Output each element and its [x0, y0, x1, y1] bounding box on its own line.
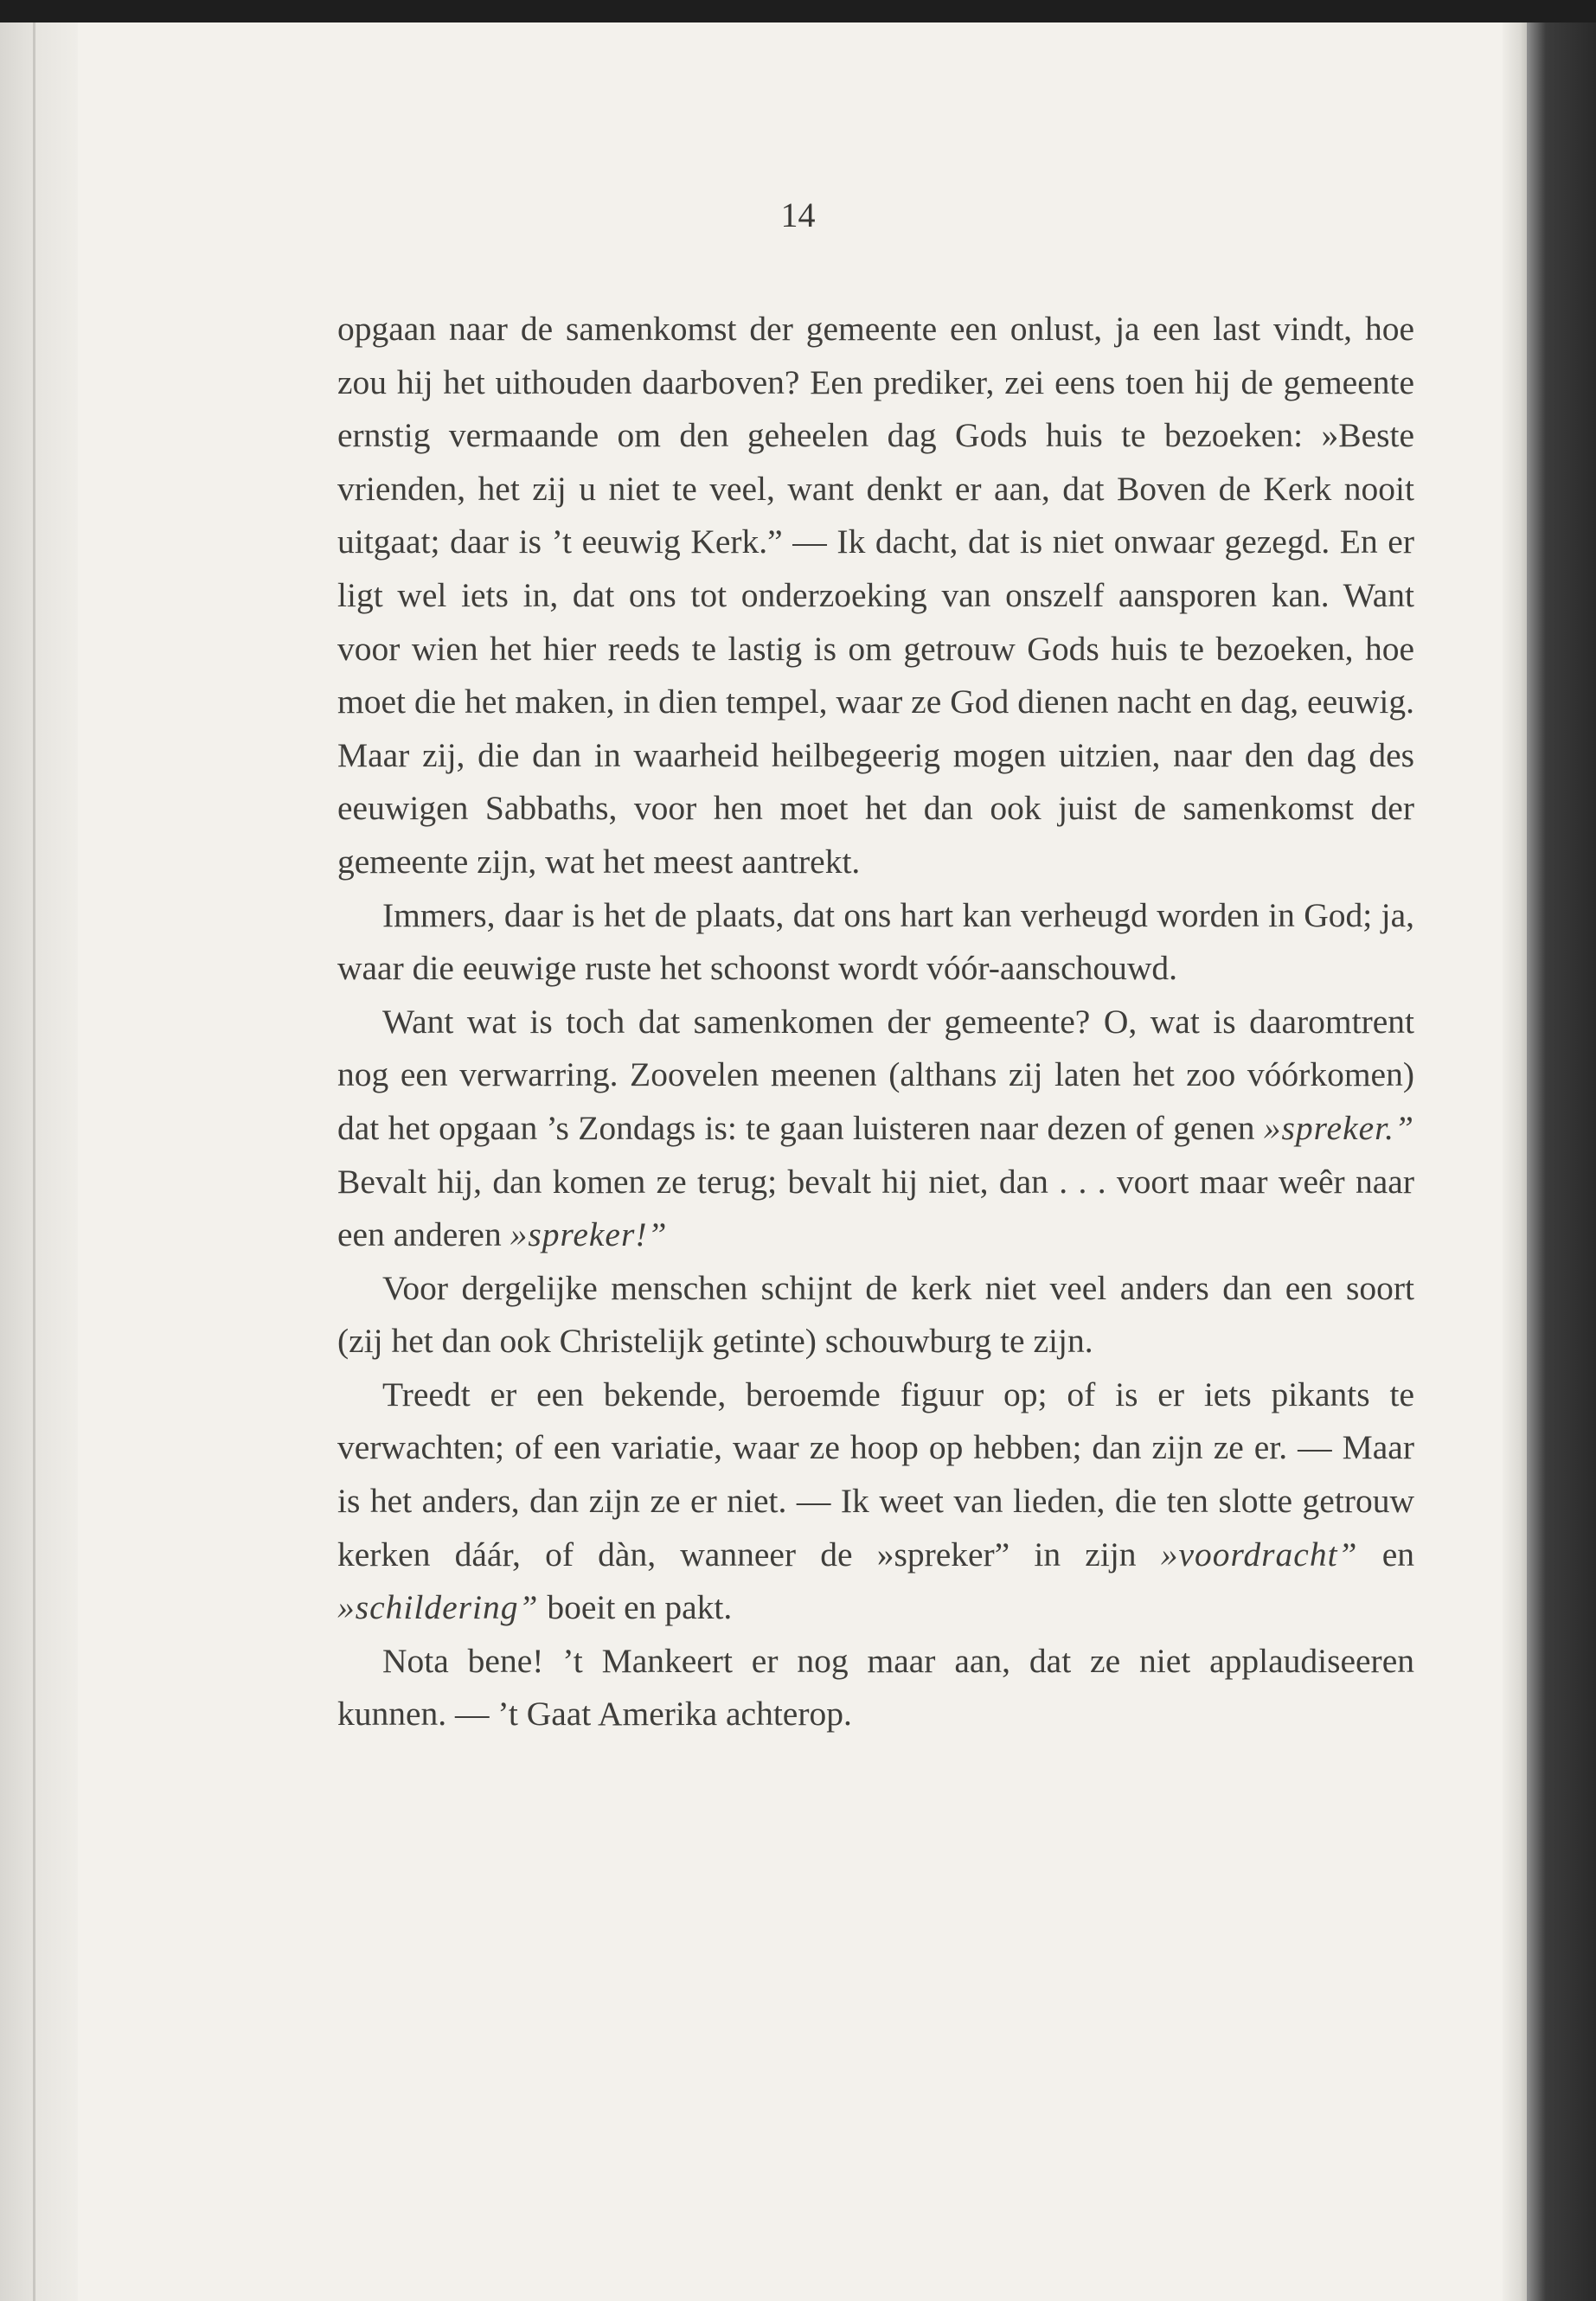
- paragraph: [337, 996, 1414, 1262]
- paragraph: [337, 1635, 1414, 1741]
- paragraph: [337, 1368, 1414, 1635]
- italic-text: »spreker.”: [1263, 1108, 1414, 1147]
- page-edge: [1503, 22, 1527, 2301]
- italic-text: »spreker!”: [510, 1215, 668, 1254]
- binding-line: [33, 22, 35, 2301]
- italic-text: »voordracht”: [1160, 1535, 1358, 1574]
- paragraph-text: Immers, daar is het de plaats, dat ons hart kan verheugd worden in God; ja, waar die eeuwige ruste het schoonst wordt vóór-aanschouwd.: [337, 895, 1414, 988]
- paragraph: [337, 303, 1414, 889]
- paragraph: [337, 889, 1414, 996]
- binding-shadow: [0, 0, 78, 2301]
- paragraph-text: Bevalt hij, dan komen ze terug; bevalt hij niet, dan . . . voort maar weêr naar een anderen: [337, 1162, 1414, 1254]
- paragraph-text: Want wat is toch dat samenkomen der gemeente? O, wat is daaromtrent nog een verwarring. Zoovelen meenen (althans zij laten het zoo vóórkomen) dat het opgaan ’s Zondags is: te gaan luisteren naar dezen of genen: [337, 1002, 1414, 1147]
- scan-border-top: [0, 0, 1596, 22]
- italic-text: »schildering”: [337, 1588, 539, 1627]
- paragraph-text: Nota bene! ’t Mankeert er nog maar aan, dat ze niet applaudiseeren kunnen. — ’t Gaat Amerika achterop.: [337, 1641, 1414, 1734]
- scan-border-right: [1527, 0, 1596, 2301]
- page-number: 14: [780, 195, 816, 234]
- paragraph-text: Treedt er een bekende, beroemde figuur op; of is er iets pikants te verwachten; of een variatie, waar ze hoop op hebben; dan zijn ze er. — Maar is het anders, dan zijn ze er niet. — Ik weet van lieden, die ten slotte getrouw kerken dáár, of dàn, wanneer de »spreker” in zijn: [337, 1375, 1414, 1574]
- paragraph: [337, 1262, 1414, 1368]
- paragraph-text: en: [1357, 1535, 1414, 1574]
- paragraph-text: opgaan naar de samenkomst der gemeente een onlust, ja een last vindt, hoe zou hij het uithouden daarboven? Een prediker, zei eens toen hij de gemeente ernstig vermaande om den geheelen dag Gods huis te bezoeken: »Beste vrienden, het zij u niet te veel, want denkt er aan, dat Boven de Kerk nooit uitgaat; daar is ’t eeuwig Kerk.” — Ik dacht, dat is niet onwaar gezegd. En er ligt wel iets in, dat ons tot onderzoeking van onszelf aansporen kan. Want voor wien het hier reeds te lastig is om getrouw Gods huis te bezoeken, hoe moet die het maken, in dien tempel, waar ze God dienen nacht en dag, eeuwig. Maar zij, die dan in waarheid heilbegeerig mogen uitzien, naar den dag des eeuwigen Sabbaths, voor hen moet het dan ook juist de samenkomst der gemeente zijn, wat het meest aantrekt.: [337, 310, 1414, 881]
- paragraph-text: Voor dergelijke menschen schijnt de kerk niet veel anders dan een soort (zij het dan ook Christelijk getinte) schouwburg te zijn.: [337, 1268, 1414, 1361]
- paragraph-text: boeit en pakt.: [538, 1588, 733, 1627]
- body-text: [337, 303, 1414, 1741]
